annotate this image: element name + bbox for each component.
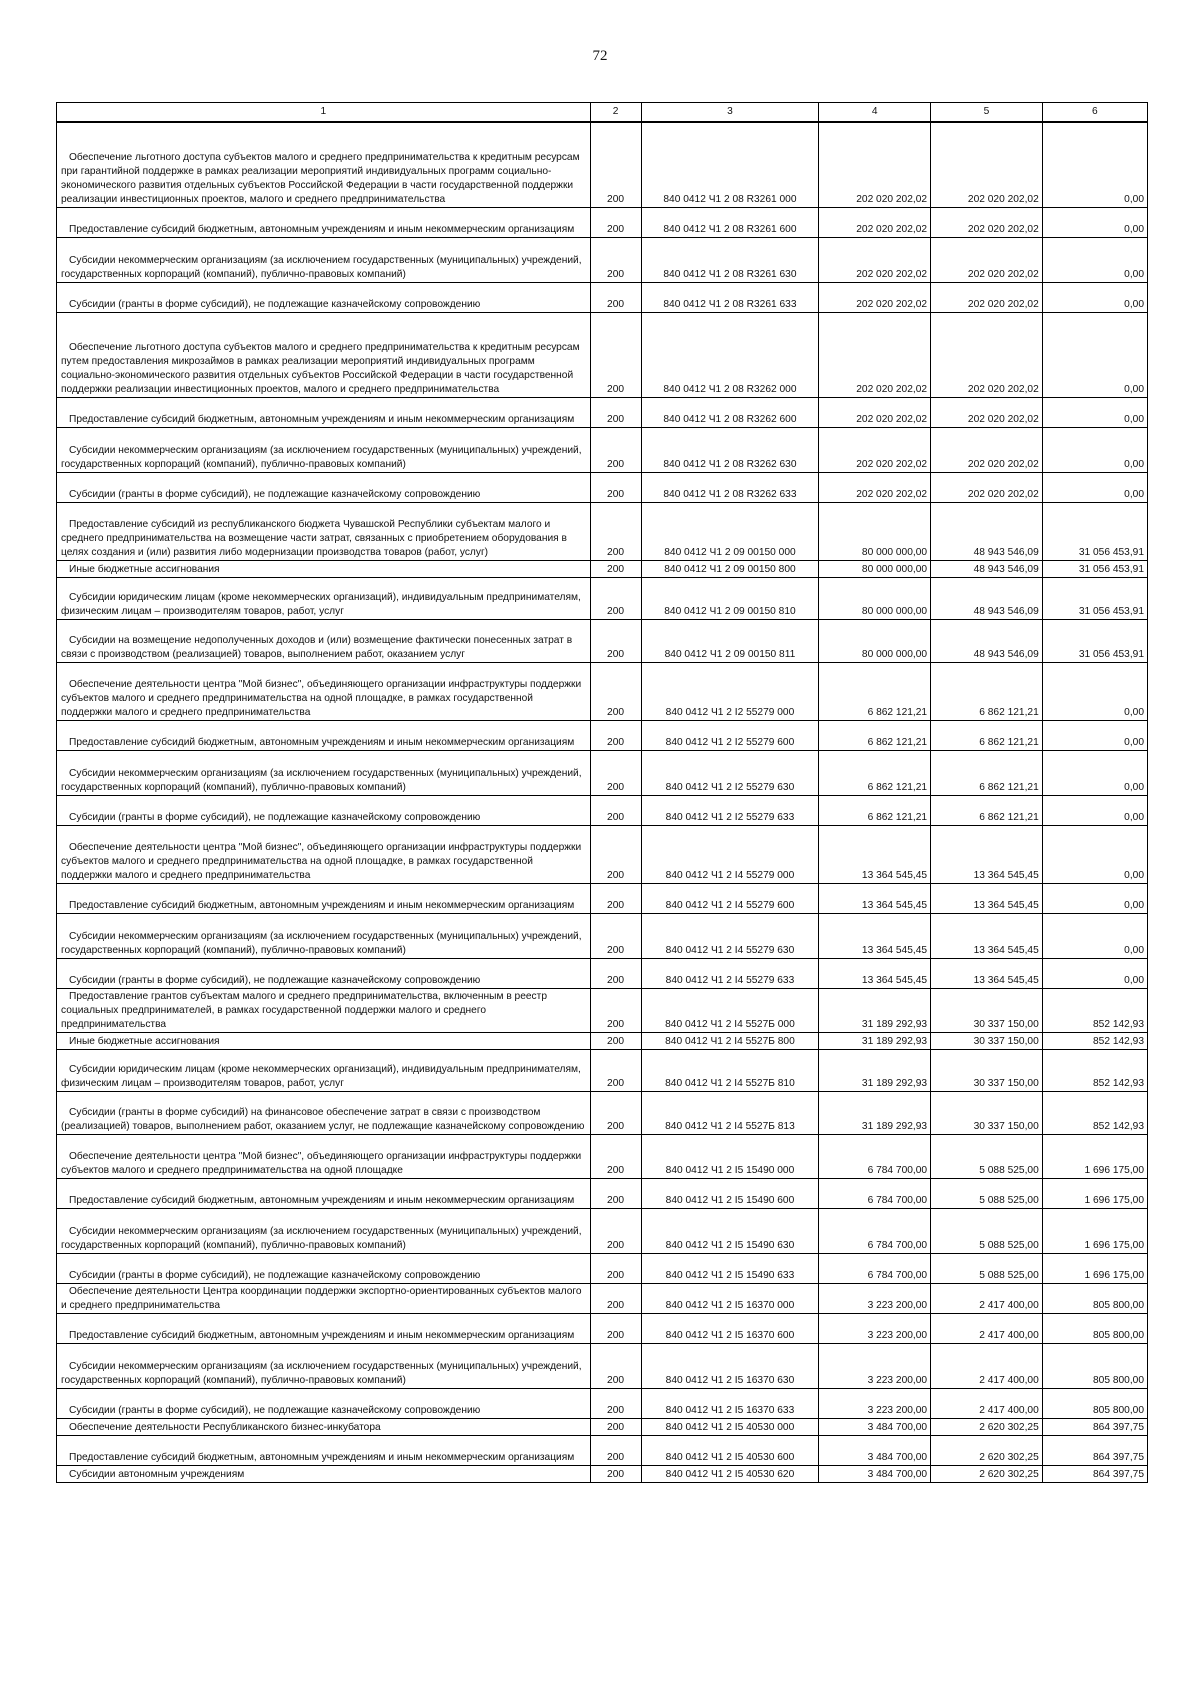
row-approved-amount-cell: 6 784 700,00 <box>819 1134 931 1178</box>
row-executed-amount-cell: 202 020 202,02 <box>931 282 1043 312</box>
row-unexecuted-amount-cell: 864 397,75 <box>1042 1418 1147 1435</box>
row-name-cell <box>57 1343 591 1388</box>
row-name-text: Субсидии некоммерческим организациям (за исключением государственных (муниципальных) учреждений, государственных корпораций (компаний), публично-правовых компаний) <box>61 1225 582 1251</box>
row-line-code-cell: 200 <box>590 1253 641 1283</box>
row-approved-amount-cell: 202 020 202,02 <box>819 472 931 502</box>
row-unexecuted-amount-cell: 0,00 <box>1042 312 1147 397</box>
row-approved-amount-cell: 3 484 700,00 <box>819 1418 931 1435</box>
row-executed-amount-cell: 202 020 202,02 <box>931 207 1043 237</box>
row-name-text: Обеспечение деятельности Республиканского бизнес-инкубатора <box>69 1421 381 1433</box>
row-approved-amount-cell: 6 862 121,21 <box>819 750 931 795</box>
row-line-code-cell: 200 <box>590 397 641 427</box>
row-name-text: Предоставление грантов субъектам малого и среднего предпринимательства, включенным в реестр социальных предпринимателей, в рамках государственной поддержки малого и среднего предпринимательства <box>61 990 547 1030</box>
row-classification-code-cell: 840 0412 Ч1 2 09 00150 000 <box>641 502 819 560</box>
row-unexecuted-amount-cell: 0,00 <box>1042 427 1147 472</box>
row-name-text: Субсидии некоммерческим организациям (за исключением государственных (муниципальных) учреждений, государственных корпораций (компаний), публично-правовых компаний) <box>61 767 582 793</box>
row-name-text: Предоставление субсидий бюджетным, автономным учреждениям и иным некоммерческим организациям <box>69 223 575 235</box>
row-executed-amount-cell: 30 337 150,00 <box>931 1032 1043 1049</box>
table-row <box>57 1049 1148 1091</box>
table-row <box>57 913 1148 958</box>
row-unexecuted-amount-cell: 0,00 <box>1042 913 1147 958</box>
column-header-2: 2 <box>590 103 641 123</box>
row-line-code-cell: 200 <box>590 1283 641 1313</box>
row-executed-amount-cell: 2 417 400,00 <box>931 1313 1043 1343</box>
row-approved-amount-cell: 13 364 545,45 <box>819 958 931 988</box>
row-classification-code-cell: 840 0412 Ч1 2 09 00150 811 <box>641 619 819 662</box>
row-name-text: Субсидии (гранты в форме субсидий), не подлежащие казначейскому сопровождению <box>69 298 481 310</box>
row-unexecuted-amount-cell: 0,00 <box>1042 122 1147 207</box>
row-name-cell <box>57 1435 591 1465</box>
budget-execution-table <box>56 102 1148 1483</box>
table-row <box>57 662 1148 720</box>
row-name-text: Субсидии (гранты в форме субсидий), не подлежащие казначейскому сопровождению <box>69 1269 481 1281</box>
row-line-code-cell: 200 <box>590 1388 641 1418</box>
row-unexecuted-amount-cell: 805 800,00 <box>1042 1388 1147 1418</box>
row-line-code-cell: 200 <box>590 282 641 312</box>
row-classification-code-cell: 840 0412 Ч1 2 I2 55279 000 <box>641 662 819 720</box>
row-unexecuted-amount-cell: 852 142,93 <box>1042 1032 1147 1049</box>
row-executed-amount-cell: 2 417 400,00 <box>931 1283 1043 1313</box>
row-unexecuted-amount-cell: 1 696 175,00 <box>1042 1134 1147 1178</box>
table-row <box>57 1283 1148 1313</box>
row-approved-amount-cell: 6 862 121,21 <box>819 662 931 720</box>
row-name-text: Субсидии (гранты в форме субсидий), не подлежащие казначейскому сопровождению <box>69 974 481 986</box>
row-name-cell <box>57 312 591 397</box>
row-name-cell <box>57 1049 591 1091</box>
table-row <box>57 1388 1148 1418</box>
table-row <box>57 720 1148 750</box>
row-executed-amount-cell: 6 862 121,21 <box>931 750 1043 795</box>
row-name-text: Обеспечение деятельности Центра координации поддержки экспортно-ориентированных субъектов малого и среднего предпринимательства <box>61 1285 582 1311</box>
row-classification-code-cell: 840 0412 Ч1 2 I5 16370 600 <box>641 1313 819 1343</box>
row-executed-amount-cell: 5 088 525,00 <box>931 1253 1043 1283</box>
table-row <box>57 1253 1148 1283</box>
row-name-cell <box>57 958 591 988</box>
row-classification-code-cell: 840 0412 Ч1 2 09 00150 810 <box>641 577 819 619</box>
row-classification-code-cell: 840 0412 Ч1 2 08 R3261 633 <box>641 282 819 312</box>
row-approved-amount-cell: 3 223 200,00 <box>819 1313 931 1343</box>
row-approved-amount-cell: 3 223 200,00 <box>819 1343 931 1388</box>
row-name-cell <box>57 720 591 750</box>
row-executed-amount-cell: 48 943 546,09 <box>931 502 1043 560</box>
row-unexecuted-amount-cell: 1 696 175,00 <box>1042 1208 1147 1253</box>
row-name-cell <box>57 1465 591 1482</box>
row-approved-amount-cell: 6 784 700,00 <box>819 1178 931 1208</box>
row-classification-code-cell: 840 0412 Ч1 2 I5 15490 000 <box>641 1134 819 1178</box>
row-line-code-cell: 200 <box>590 720 641 750</box>
row-line-code-cell: 200 <box>590 207 641 237</box>
row-approved-amount-cell: 80 000 000,00 <box>819 502 931 560</box>
row-unexecuted-amount-cell: 852 142,93 <box>1042 988 1147 1032</box>
row-classification-code-cell: 840 0412 Ч1 2 I5 16370 633 <box>641 1388 819 1418</box>
row-classification-code-cell: 840 0412 Ч1 2 I5 16370 000 <box>641 1283 819 1313</box>
row-line-code-cell: 200 <box>590 1208 641 1253</box>
table-row <box>57 312 1148 397</box>
row-name-text: Субсидии юридическим лицам (кроме некоммерческих организаций), индивидуальным предпринимателям, физическим лицам – производителям товаров, работ, услуг <box>61 591 581 617</box>
row-classification-code-cell: 840 0412 Ч1 2 08 R3262 630 <box>641 427 819 472</box>
table-row <box>57 1032 1148 1049</box>
row-approved-amount-cell: 31 189 292,93 <box>819 1032 931 1049</box>
row-approved-amount-cell: 80 000 000,00 <box>819 577 931 619</box>
row-classification-code-cell: 840 0412 Ч1 2 I2 55279 633 <box>641 795 819 825</box>
row-name-text: Субсидии (гранты в форме субсидий), не подлежащие казначейскому сопровождению <box>69 488 481 500</box>
row-name-cell <box>57 750 591 795</box>
row-classification-code-cell: 840 0412 Ч1 2 08 R3261 630 <box>641 237 819 282</box>
table-row <box>57 1418 1148 1435</box>
row-classification-code-cell: 840 0412 Ч1 2 I5 15490 600 <box>641 1178 819 1208</box>
row-line-code-cell: 200 <box>590 1418 641 1435</box>
row-name-cell <box>57 122 591 207</box>
row-name-cell <box>57 883 591 913</box>
row-executed-amount-cell: 202 020 202,02 <box>931 397 1043 427</box>
column-header-5: 5 <box>931 103 1043 123</box>
row-unexecuted-amount-cell: 1 696 175,00 <box>1042 1178 1147 1208</box>
row-unexecuted-amount-cell: 0,00 <box>1042 282 1147 312</box>
row-unexecuted-amount-cell: 0,00 <box>1042 472 1147 502</box>
row-executed-amount-cell: 2 417 400,00 <box>931 1343 1043 1388</box>
row-name-cell <box>57 1178 591 1208</box>
row-line-code-cell: 200 <box>590 913 641 958</box>
table-row <box>57 1343 1148 1388</box>
table-row <box>57 1208 1148 1253</box>
table-row <box>57 988 1148 1032</box>
table-body <box>57 122 1148 1482</box>
row-name-cell <box>57 397 591 427</box>
row-line-code-cell: 200 <box>590 825 641 883</box>
column-number-row <box>57 103 1148 123</box>
row-unexecuted-amount-cell: 0,00 <box>1042 207 1147 237</box>
row-approved-amount-cell: 202 020 202,02 <box>819 427 931 472</box>
row-line-code-cell: 200 <box>590 750 641 795</box>
row-name-text: Субсидии юридическим лицам (кроме некоммерческих организаций), индивидуальным предпринимателям, физическим лицам – производителям товаров, работ, услуг <box>61 1063 581 1089</box>
row-line-code-cell: 200 <box>590 1134 641 1178</box>
row-approved-amount-cell: 6 862 121,21 <box>819 795 931 825</box>
row-unexecuted-amount-cell: 852 142,93 <box>1042 1091 1147 1134</box>
row-classification-code-cell: 840 0412 Ч1 2 I5 15490 633 <box>641 1253 819 1283</box>
row-classification-code-cell: 840 0412 Ч1 2 I4 5527Б 810 <box>641 1049 819 1091</box>
row-line-code-cell: 200 <box>590 560 641 577</box>
row-executed-amount-cell: 2 620 302,25 <box>931 1418 1043 1435</box>
row-approved-amount-cell: 13 364 545,45 <box>819 883 931 913</box>
row-name-text: Предоставление субсидий бюджетным, автономным учреждениям и иным некоммерческим организациям <box>69 1451 575 1463</box>
row-name-text: Обеспечение льготного доступа субъектов малого и среднего предпринимательства к кредитным ресурсам путем предоставления микрозаймов в рамках реализации мероприятий индивидуальных программ социально-экономического развития отдельных субъектов Российской Федерации в части государственной поддержки реализации инвестиционных проектов, малого и среднего предпринимательства <box>61 341 580 395</box>
row-unexecuted-amount-cell: 0,00 <box>1042 750 1147 795</box>
table-row <box>57 207 1148 237</box>
row-name-cell <box>57 237 591 282</box>
row-classification-code-cell: 840 0412 Ч1 2 I4 5527Б 800 <box>641 1032 819 1049</box>
row-executed-amount-cell: 48 943 546,09 <box>931 619 1043 662</box>
row-approved-amount-cell: 6 784 700,00 <box>819 1253 931 1283</box>
row-executed-amount-cell: 30 337 150,00 <box>931 1049 1043 1091</box>
row-classification-code-cell: 840 0412 Ч1 2 08 R3262 600 <box>641 397 819 427</box>
table-row <box>57 825 1148 883</box>
row-name-cell <box>57 207 591 237</box>
row-approved-amount-cell: 202 020 202,02 <box>819 237 931 282</box>
row-name-text: Предоставление субсидий бюджетным, автономным учреждениям и иным некоммерческим организациям <box>69 413 575 425</box>
row-unexecuted-amount-cell: 864 397,75 <box>1042 1435 1147 1465</box>
row-name-cell <box>57 1283 591 1313</box>
row-name-cell <box>57 472 591 502</box>
column-header-6: 6 <box>1042 103 1147 123</box>
row-approved-amount-cell: 80 000 000,00 <box>819 560 931 577</box>
row-classification-code-cell: 840 0412 Ч1 2 I5 16370 630 <box>641 1343 819 1388</box>
table-row <box>57 795 1148 825</box>
row-unexecuted-amount-cell: 864 397,75 <box>1042 1465 1147 1482</box>
row-classification-code-cell: 840 0412 Ч1 2 I5 40530 600 <box>641 1435 819 1465</box>
row-executed-amount-cell: 6 862 121,21 <box>931 795 1043 825</box>
table-row <box>57 883 1148 913</box>
row-classification-code-cell: 840 0412 Ч1 2 08 R3262 633 <box>641 472 819 502</box>
row-unexecuted-amount-cell: 31 056 453,91 <box>1042 502 1147 560</box>
row-name-cell <box>57 577 591 619</box>
column-header-1: 1 <box>57 103 591 123</box>
row-unexecuted-amount-cell: 1 696 175,00 <box>1042 1253 1147 1283</box>
row-unexecuted-amount-cell: 31 056 453,91 <box>1042 560 1147 577</box>
row-line-code-cell: 200 <box>590 472 641 502</box>
row-approved-amount-cell: 31 189 292,93 <box>819 988 931 1032</box>
row-classification-code-cell: 840 0412 Ч1 2 I4 5527Б 813 <box>641 1091 819 1134</box>
row-name-text: Иные бюджетные ассигнования <box>69 1035 220 1047</box>
row-unexecuted-amount-cell: 31 056 453,91 <box>1042 577 1147 619</box>
row-executed-amount-cell: 5 088 525,00 <box>931 1134 1043 1178</box>
row-classification-code-cell: 840 0412 Ч1 2 I4 55279 000 <box>641 825 819 883</box>
row-line-code-cell: 200 <box>590 1435 641 1465</box>
row-name-text: Субсидии некоммерческим организациям (за исключением государственных (муниципальных) учреждений, государственных корпораций (компаний), публично-правовых компаний) <box>61 254 582 280</box>
table-row <box>57 1435 1148 1465</box>
row-classification-code-cell: 840 0412 Ч1 2 I5 15490 630 <box>641 1208 819 1253</box>
row-unexecuted-amount-cell: 0,00 <box>1042 662 1147 720</box>
row-line-code-cell: 200 <box>590 427 641 472</box>
row-approved-amount-cell: 3 484 700,00 <box>819 1435 931 1465</box>
row-name-cell <box>57 427 591 472</box>
row-name-text: Субсидии на возмещение недополученных доходов и (или) возмещение фактически понесенных затрат в связи с производством (реализацией) товаров, выполнением работ, оказанием услуг <box>61 634 573 660</box>
row-approved-amount-cell: 3 223 200,00 <box>819 1283 931 1313</box>
table-row <box>57 1465 1148 1482</box>
row-name-cell <box>57 1388 591 1418</box>
row-approved-amount-cell: 31 189 292,93 <box>819 1049 931 1091</box>
row-line-code-cell: 200 <box>590 1313 641 1343</box>
row-line-code-cell: 200 <box>590 619 641 662</box>
row-name-cell <box>57 825 591 883</box>
row-name-cell <box>57 560 591 577</box>
row-name-cell <box>57 1091 591 1134</box>
row-line-code-cell: 200 <box>590 237 641 282</box>
row-name-cell <box>57 662 591 720</box>
row-executed-amount-cell: 2 417 400,00 <box>931 1388 1043 1418</box>
table-row <box>57 122 1148 207</box>
table-row <box>57 1178 1148 1208</box>
row-name-text: Обеспечение деятельности центра "Мой бизнес", объединяющего организации инфраструктуры поддержки субъектов малого и среднего предпринимательства на одной площадке, в рамках государственной поддержки малого и среднего предпринимательства <box>61 841 582 881</box>
row-name-text: Предоставление субсидий бюджетным, автономным учреждениям и иным некоммерческим организациям <box>69 899 575 911</box>
row-line-code-cell: 200 <box>590 502 641 560</box>
row-name-cell <box>57 1313 591 1343</box>
row-unexecuted-amount-cell: 805 800,00 <box>1042 1313 1147 1343</box>
row-name-cell <box>57 282 591 312</box>
row-unexecuted-amount-cell: 0,00 <box>1042 883 1147 913</box>
row-unexecuted-amount-cell: 805 800,00 <box>1042 1283 1147 1313</box>
row-line-code-cell: 200 <box>590 795 641 825</box>
row-approved-amount-cell: 202 020 202,02 <box>819 207 931 237</box>
row-classification-code-cell: 840 0412 Ч1 2 09 00150 800 <box>641 560 819 577</box>
row-executed-amount-cell: 202 020 202,02 <box>931 122 1043 207</box>
row-classification-code-cell: 840 0412 Ч1 2 I4 55279 633 <box>641 958 819 988</box>
row-executed-amount-cell: 202 020 202,02 <box>931 312 1043 397</box>
row-name-text: Предоставление субсидий бюджетным, автономным учреждениям и иным некоммерческим организациям <box>69 1329 575 1341</box>
row-name-cell <box>57 1032 591 1049</box>
row-approved-amount-cell: 13 364 545,45 <box>819 913 931 958</box>
row-name-cell <box>57 913 591 958</box>
row-classification-code-cell: 840 0412 Ч1 2 I2 55279 630 <box>641 750 819 795</box>
table-row <box>57 472 1148 502</box>
row-line-code-cell: 200 <box>590 1032 641 1049</box>
row-name-text: Субсидии некоммерческим организациям (за исключением государственных (муниципальных) учреждений, государственных корпораций (компаний), публично-правовых компаний) <box>61 1360 582 1386</box>
row-unexecuted-amount-cell: 852 142,93 <box>1042 1049 1147 1091</box>
row-name-text: Обеспечение деятельности центра "Мой бизнес", объединяющего организации инфраструктуры поддержки субъектов малого и среднего предпринимательства на одной площадке, в рамках государственной поддержки малого и среднего предпринимательства <box>61 678 582 718</box>
row-name-text: Субсидии некоммерческим организациям (за исключением государственных (муниципальных) учреждений, государственных корпораций (компаний), публично-правовых компаний) <box>61 444 582 470</box>
row-unexecuted-amount-cell: 0,00 <box>1042 825 1147 883</box>
table-row <box>57 750 1148 795</box>
row-executed-amount-cell: 2 620 302,25 <box>931 1465 1043 1482</box>
row-name-text: Субсидии некоммерческим организациям (за исключением государственных (муниципальных) учреждений, государственных корпораций (компаний), публично-правовых компаний) <box>61 930 582 956</box>
table-row <box>57 397 1148 427</box>
row-unexecuted-amount-cell: 0,00 <box>1042 397 1147 427</box>
row-unexecuted-amount-cell: 0,00 <box>1042 237 1147 282</box>
page-number: 72 <box>592 48 608 64</box>
row-name-cell <box>57 619 591 662</box>
row-classification-code-cell: 840 0412 Ч1 2 08 R3262 000 <box>641 312 819 397</box>
table-row <box>57 1134 1148 1178</box>
row-classification-code-cell: 840 0412 Ч1 2 I4 55279 600 <box>641 883 819 913</box>
row-executed-amount-cell: 13 364 545,45 <box>931 913 1043 958</box>
row-classification-code-cell: 840 0412 Ч1 2 I5 40530 620 <box>641 1465 819 1482</box>
row-name-text: Обеспечение деятельности центра "Мой бизнес", объединяющего организации инфраструктуры поддержки субъектов малого и среднего предпринимательства на одной площадке <box>61 1150 582 1176</box>
row-line-code-cell: 200 <box>590 1465 641 1482</box>
row-name-cell <box>57 1253 591 1283</box>
row-executed-amount-cell: 202 020 202,02 <box>931 237 1043 282</box>
table-row <box>57 958 1148 988</box>
row-executed-amount-cell: 5 088 525,00 <box>931 1178 1043 1208</box>
row-line-code-cell: 200 <box>590 1343 641 1388</box>
row-line-code-cell: 200 <box>590 883 641 913</box>
row-classification-code-cell: 840 0412 Ч1 2 I4 5527Б 000 <box>641 988 819 1032</box>
row-approved-amount-cell: 6 784 700,00 <box>819 1208 931 1253</box>
row-name-text: Предоставление субсидий бюджетным, автономным учреждениям и иным некоммерческим организациям <box>69 736 575 748</box>
row-line-code-cell: 200 <box>590 1178 641 1208</box>
row-executed-amount-cell: 6 862 121,21 <box>931 720 1043 750</box>
row-approved-amount-cell: 202 020 202,02 <box>819 397 931 427</box>
row-executed-amount-cell: 202 020 202,02 <box>931 427 1043 472</box>
row-name-text: Субсидии (гранты в форме субсидий) на финансовое обеспечение затрат в связи с производством (реализацией) товаров, выполнением работ, оказанием услуг, не подлежащие казначейскому сопровождению <box>61 1106 585 1132</box>
row-approved-amount-cell: 202 020 202,02 <box>819 312 931 397</box>
row-approved-amount-cell: 13 364 545,45 <box>819 825 931 883</box>
row-executed-amount-cell: 48 943 546,09 <box>931 577 1043 619</box>
row-approved-amount-cell: 3 223 200,00 <box>819 1388 931 1418</box>
column-header-3: 3 <box>641 103 819 123</box>
row-line-code-cell: 200 <box>590 312 641 397</box>
row-executed-amount-cell: 30 337 150,00 <box>931 1091 1043 1134</box>
row-unexecuted-amount-cell: 0,00 <box>1042 720 1147 750</box>
row-unexecuted-amount-cell: 805 800,00 <box>1042 1343 1147 1388</box>
row-executed-amount-cell: 13 364 545,45 <box>931 825 1043 883</box>
table-row <box>57 560 1148 577</box>
row-executed-amount-cell: 48 943 546,09 <box>931 560 1043 577</box>
row-approved-amount-cell: 31 189 292,93 <box>819 1091 931 1134</box>
row-name-cell <box>57 795 591 825</box>
row-executed-amount-cell: 30 337 150,00 <box>931 988 1043 1032</box>
row-approved-amount-cell: 3 484 700,00 <box>819 1465 931 1482</box>
row-name-cell <box>57 1208 591 1253</box>
row-classification-code-cell: 840 0412 Ч1 2 I5 40530 000 <box>641 1418 819 1435</box>
row-executed-amount-cell: 5 088 525,00 <box>931 1208 1043 1253</box>
row-approved-amount-cell: 80 000 000,00 <box>819 619 931 662</box>
row-name-text: Субсидии (гранты в форме субсидий), не подлежащие казначейскому сопровождению <box>69 811 481 823</box>
row-unexecuted-amount-cell: 0,00 <box>1042 958 1147 988</box>
table-row <box>57 502 1148 560</box>
table-row <box>57 619 1148 662</box>
row-executed-amount-cell: 202 020 202,02 <box>931 472 1043 502</box>
row-classification-code-cell: 840 0412 Ч1 2 I2 55279 600 <box>641 720 819 750</box>
row-name-cell <box>57 1418 591 1435</box>
row-approved-amount-cell: 6 862 121,21 <box>819 720 931 750</box>
row-classification-code-cell: 840 0412 Ч1 2 I4 55279 630 <box>641 913 819 958</box>
row-unexecuted-amount-cell: 0,00 <box>1042 795 1147 825</box>
row-approved-amount-cell: 202 020 202,02 <box>819 282 931 312</box>
row-name-text: Субсидии автономным учреждениям <box>69 1468 245 1480</box>
row-line-code-cell: 200 <box>590 1091 641 1134</box>
row-executed-amount-cell: 2 620 302,25 <box>931 1435 1043 1465</box>
row-executed-amount-cell: 6 862 121,21 <box>931 662 1043 720</box>
row-name-text: Субсидии (гранты в форме субсидий), не подлежащие казначейскому сопровождению <box>69 1404 481 1416</box>
row-name-text: Предоставление субсидий из республиканского бюджета Чувашской Республики субъектам малого и среднего предпринимательства на возмещение части затрат, связанных с приобретением оборудования в целях создания и (или) развития либо модернизации производства товаров (работ, услуг) <box>61 518 567 558</box>
row-executed-amount-cell: 13 364 545,45 <box>931 883 1043 913</box>
table-row <box>57 577 1148 619</box>
row-name-text: Иные бюджетные ассигнования <box>69 563 220 575</box>
row-unexecuted-amount-cell: 31 056 453,91 <box>1042 619 1147 662</box>
row-approved-amount-cell: 202 020 202,02 <box>819 122 931 207</box>
table-row <box>57 427 1148 472</box>
table-row <box>57 282 1148 312</box>
row-line-code-cell: 200 <box>590 1049 641 1091</box>
row-line-code-cell: 200 <box>590 577 641 619</box>
row-classification-code-cell: 840 0412 Ч1 2 08 R3261 000 <box>641 122 819 207</box>
row-name-text: Предоставление субсидий бюджетным, автономным учреждениям и иным некоммерческим организациям <box>69 1194 575 1206</box>
row-classification-code-cell: 840 0412 Ч1 2 08 R3261 600 <box>641 207 819 237</box>
column-header-4: 4 <box>819 103 931 123</box>
table-row <box>57 1091 1148 1134</box>
row-name-cell <box>57 502 591 560</box>
table-row <box>57 237 1148 282</box>
row-name-cell <box>57 1134 591 1178</box>
row-line-code-cell: 200 <box>590 662 641 720</box>
row-line-code-cell: 200 <box>590 122 641 207</box>
table-row <box>57 1313 1148 1343</box>
row-executed-amount-cell: 13 364 545,45 <box>931 958 1043 988</box>
row-line-code-cell: 200 <box>590 958 641 988</box>
row-name-text: Обеспечение льготного доступа субъектов малого и среднего предпринимательства к кредитным ресурсам при гарантийной поддержке в рамках реализации мероприятий индивидуальных программ социально-экономического развития отдельных субъектов Российской Федерации в части государственной поддержки реализации инвестиционных проектов, малого и среднего предпринимательства <box>61 151 580 205</box>
row-name-cell <box>57 988 591 1032</box>
row-line-code-cell: 200 <box>590 988 641 1032</box>
